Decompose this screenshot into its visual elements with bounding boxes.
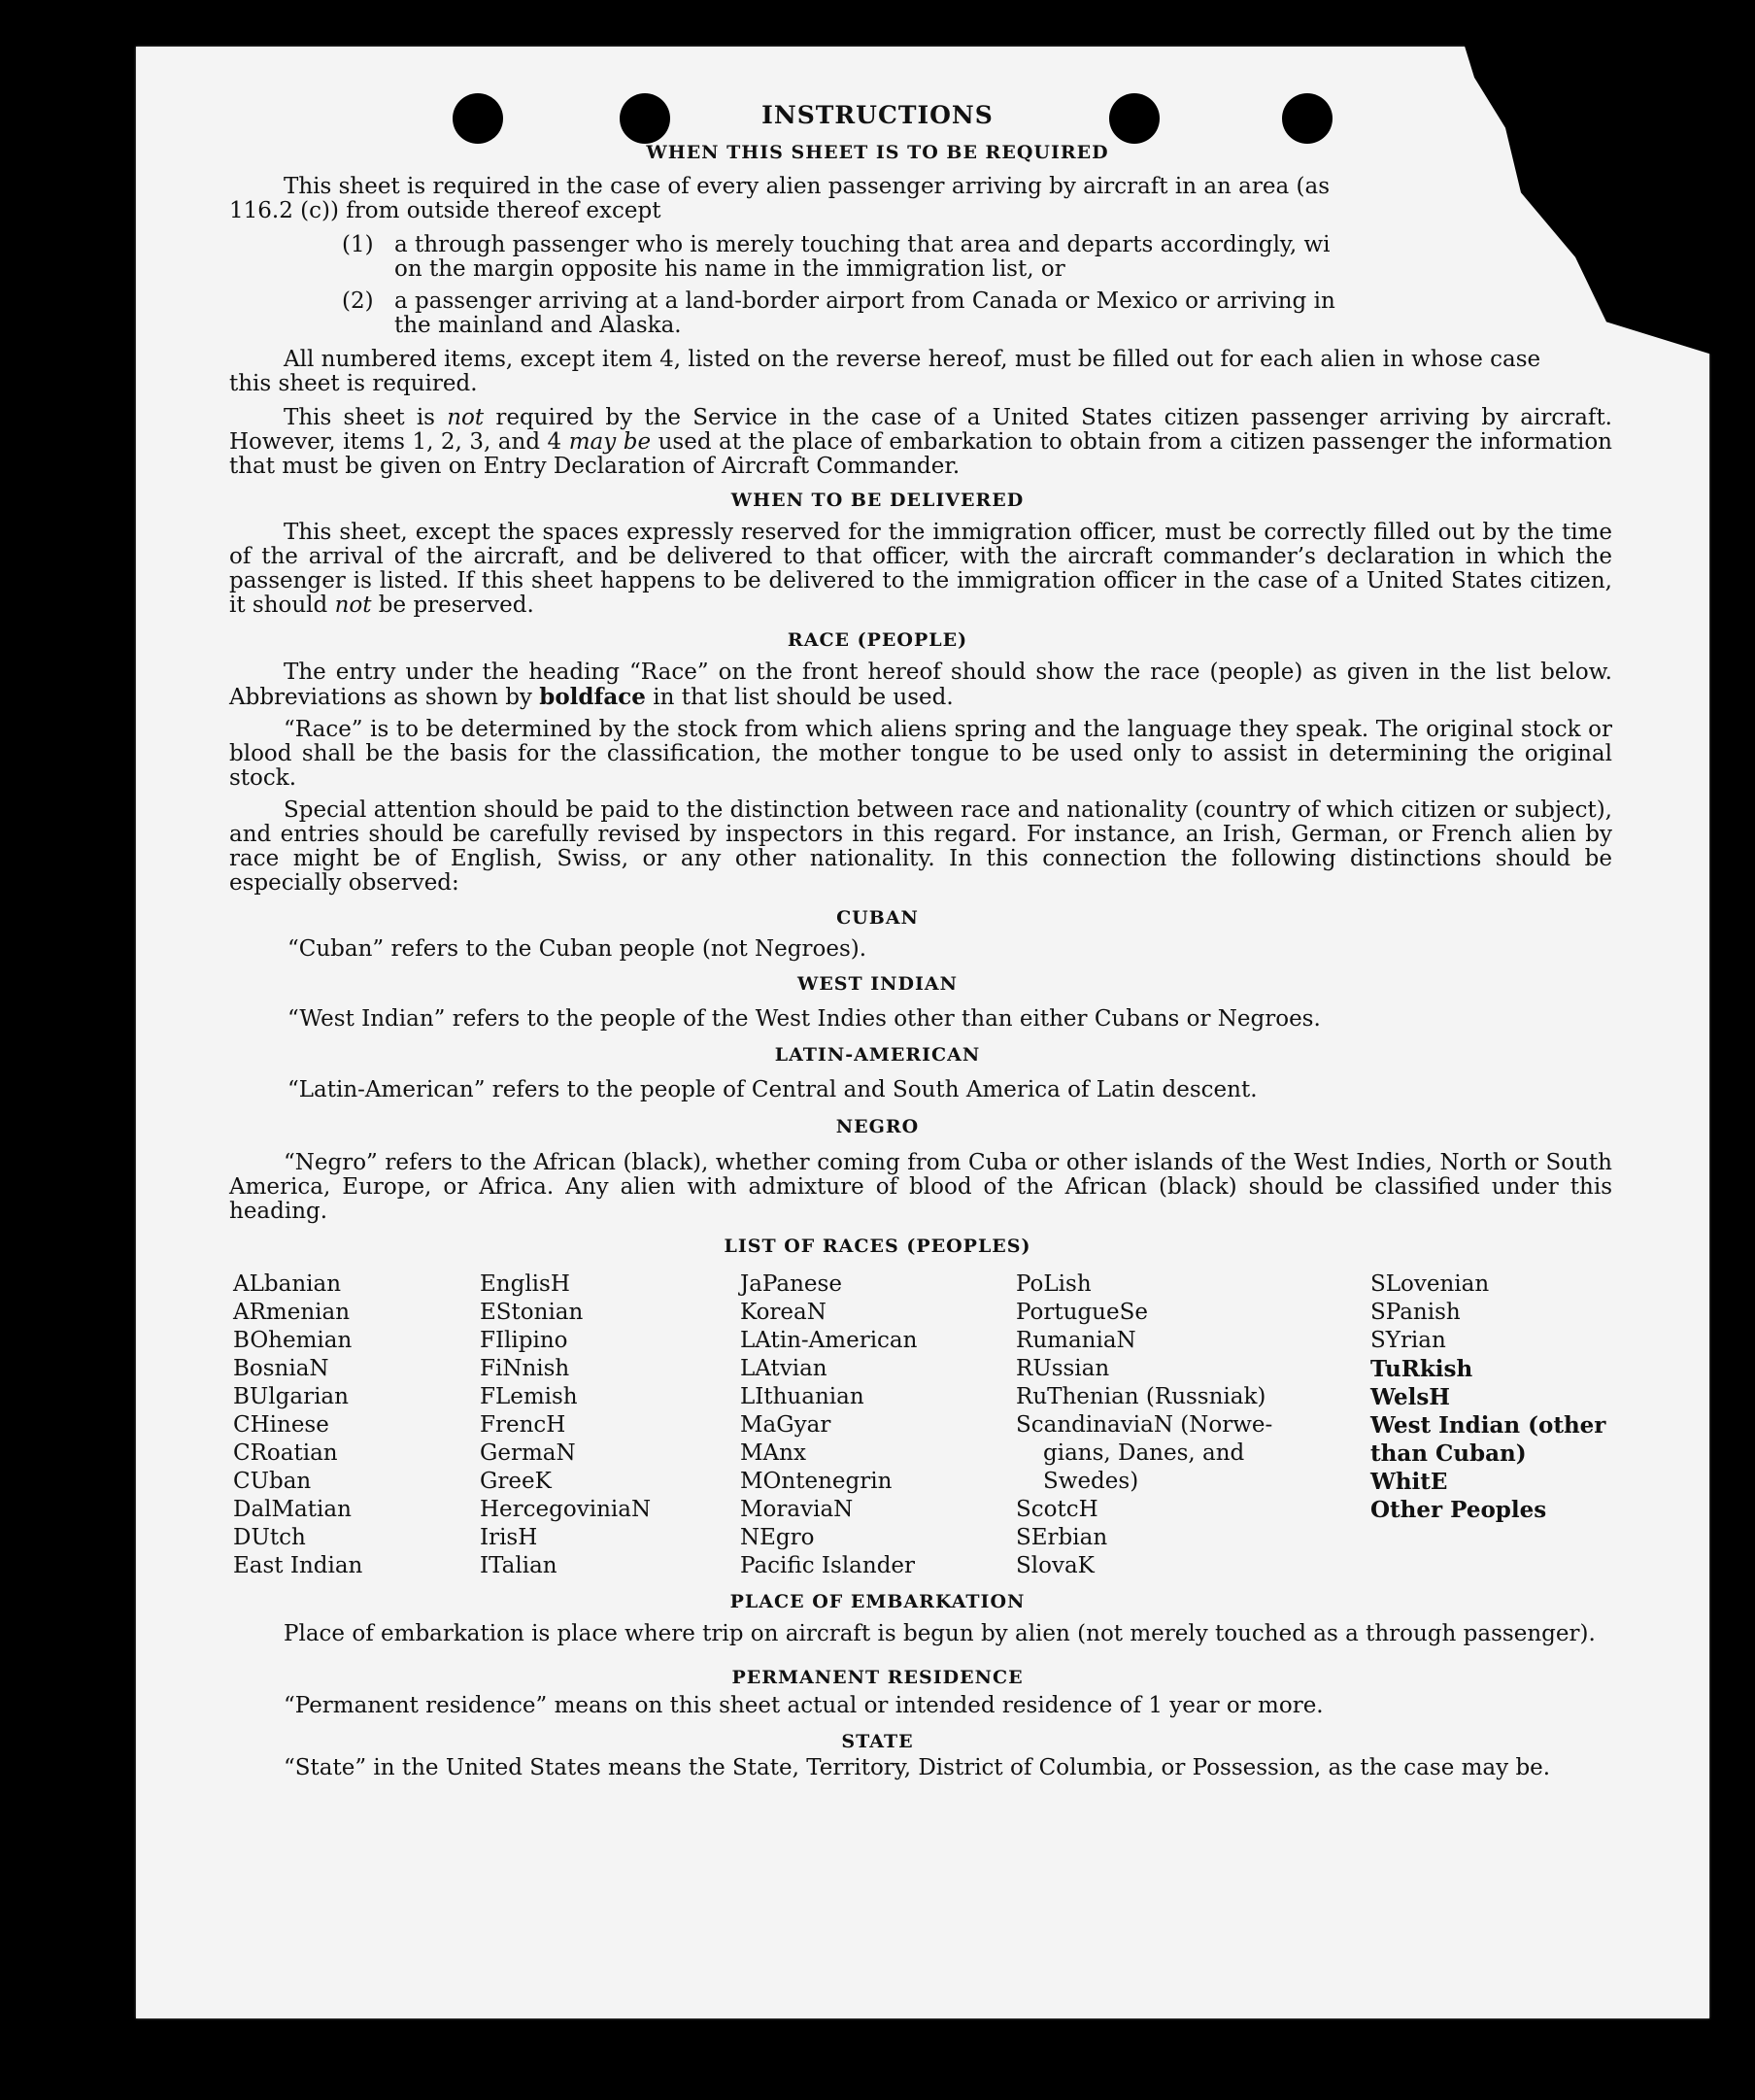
heading-west-indian: WEST INDIAN [796,973,959,995]
race-list-item: LAtin-American [740,1328,918,1353]
paragraph: All numbered items, except item 4, listed on the reverse hereof, must be filled out for each alien in whose case [284,347,1541,372]
heading-cuban: CUBAN [836,907,919,929]
races-column-2 [480,1270,651,1580]
paragraph: Place of embarkation is place where trip on aircraft is begun by alien (not merely touched as a through passenger). [284,1621,1596,1646]
race-list-item: CHinese [233,1412,329,1438]
item-text: a through passenger who is merely touching that area and departs accordingly, wi [394,232,1331,257]
race-list-item: CUban [233,1469,312,1494]
races-column-1 [233,1270,362,1580]
item-text: on the margin opposite his name in the immigration list, or [394,256,1065,282]
paragraph: this sheet is required. [229,371,478,396]
race-list-item: ScandinaviaN (Norwe- [1016,1412,1273,1438]
paragraph: “Negro” refers to the African (black), whether coming from Cuba or other islands of the West Indies, North or South America, Europe, or Africa. Any alien with admixture of blood of the African (black) should be classified under this heading. [229,1150,1612,1224]
race-list-item: PoLish [1016,1271,1092,1297]
races-column-5 [1370,1270,1605,1524]
race-list-item: BosniaN [233,1356,329,1381]
race-list-item: PortugueSe [1016,1300,1148,1325]
races-column-4 [1016,1270,1272,1580]
race-list-item: FiNnish [480,1356,570,1381]
item-text: the mainland and Alaska. [394,313,682,338]
race-list-item: SPanish [1370,1300,1461,1325]
race-list-item: Other Peoples [1370,1497,1547,1523]
race-list-item: TuRkish [1370,1356,1473,1382]
document-sheet [136,47,1709,2018]
race-list-item: EnglisH [480,1271,570,1297]
race-list-item: ARmenian [233,1300,351,1325]
race-list-item: than Cuban) [1370,1440,1527,1467]
race-list-item: Pacific Islander [740,1553,916,1578]
race-list-item: MoraviaN [740,1497,854,1522]
race-list-item: JaPanese [740,1271,842,1297]
paragraph: This sheet is not required by the Service in the case of a United States citizen passenger arriving by aircraft. However, items 1, 2, 3, and 4 may be used at the place of embarkation to obtain from a citizen passenger the information that must be given on Entry Declaration of Aircraft Commander. [229,405,1612,479]
race-list-item: SLovenian [1370,1271,1490,1297]
paragraph: “State” in the United States means the State, Territory, District of Columbia, or Possession, as the case may be. [284,1755,1551,1780]
paragraph: “Latin-American” refers to the people of Central and South America of Latin descent. [287,1077,1258,1102]
item-number: (2) [342,288,374,314]
race-list-item: ScotcH [1016,1497,1098,1522]
race-list-item: gians, Danes, and [1043,1440,1245,1466]
race-list-item: WhitE [1370,1469,1448,1495]
race-list-item: CRoatian [233,1440,338,1466]
race-list-item: LAtvian [740,1356,827,1381]
paragraph: This sheet is required in the case of every alien passenger arriving by aircraft in an area (as [284,174,1331,199]
race-list-item: MOntenegrin [740,1469,893,1494]
heading-embarkation: PLACE OF EMBARKATION [729,1591,1026,1612]
race-list-item: RUssian [1016,1356,1110,1381]
page-title: INSTRUCTIONS [761,101,994,129]
race-list-item: ALbanian [233,1271,342,1297]
race-list-item: FLemish [480,1384,578,1409]
heading-list-of-races: LIST OF RACES (PEOPLES) [724,1236,1031,1257]
race-list-item: EStonian [480,1300,584,1325]
paragraph: This sheet, except the spaces expressly reserved for the immigration officer, must be correctly filled out by the time of the arrival of the aircraft, and be delivered to that officer, with the aircraft commander’s declaration in which the passenger is listed. If this sheet happens to be delivered to the immigration officer in the case of a United States citizen, it should not be preserved. [229,520,1612,618]
race-list-item: SYrian [1370,1328,1446,1353]
race-list-item: SErbian [1016,1525,1108,1550]
paragraph: “Permanent residence” means on this sheet actual or intended residence of 1 year or more. [284,1693,1324,1718]
race-list-item: MaGyar [740,1412,831,1438]
race-list-item: GreeK [480,1469,552,1494]
race-list-item: Swedes) [1043,1469,1139,1494]
paragraph: “Race” is to be determined by the stock from which aliens spring and the language they speak. The original stock or blood shall be the basis for the classification, the mother tongue to be used only to assist in determining the original stock. [229,717,1612,791]
race-list-item: LIthuanian [740,1384,864,1409]
paragraph: “Cuban” refers to the Cuban people (not Negroes). [287,936,867,962]
race-list-item: KoreaN [740,1300,827,1325]
race-list-item: NEgro [740,1525,815,1550]
races-column-3 [740,1270,917,1580]
race-list-item: IrisH [480,1525,538,1550]
race-list-item: DUtch [233,1525,306,1550]
race-list-item: HercegoviniaN [480,1497,652,1522]
heading-race: RACE (PEOPLE) [787,629,968,651]
race-list-item: MAnx [740,1440,806,1466]
race-list-item: DalMatian [233,1497,352,1522]
paragraph: The entry under the heading “Race” on the front hereof should show the race (people) as given in the list below. Abbreviations as shown by boldface in that list should be used. [229,660,1612,710]
heading-state: STATE [841,1731,914,1752]
heading-latin-american: LATIN-AMERICAN [774,1044,981,1066]
race-list-item: RumaniaN [1016,1328,1136,1353]
race-list-item: FrencH [480,1412,566,1438]
paragraph: Special attention should be paid to the distinction between race and nationality (country of which citizen or subject), and entries should be carefully revised by inspectors in this regard. For instance, an Irish, German, or French alien by race might be of English, Swiss, or any other nationality. In this connection the following distinctions should be especially observed: [229,797,1612,896]
race-list-item: SlovaK [1016,1553,1095,1578]
race-list-item: FIlipino [480,1328,568,1353]
heading-required: WHEN THIS SHEET IS TO BE REQUIRED [646,142,1109,163]
heading-delivered: WHEN TO BE DELIVERED [730,490,1025,511]
race-list-item: ITalian [480,1553,557,1578]
race-list-item: BUlgarian [233,1384,349,1409]
item-text: a passenger arriving at a land-border airport from Canada or Mexico or arriving in [394,288,1335,314]
race-list-item: RuThenian (Russniak) [1016,1384,1266,1409]
heading-residence: PERMANENT RESIDENCE [731,1667,1024,1688]
race-list-item: GermaN [480,1440,576,1466]
paragraph: “West Indian” refers to the people of the West Indies other than either Cubans or Negroes. [287,1006,1321,1032]
item-number: (1) [342,232,374,257]
race-list-item: BOhemian [233,1328,353,1353]
race-list-item: West Indian (other [1370,1412,1606,1439]
race-list-item: East Indian [233,1553,363,1578]
race-list-item: WelsH [1370,1384,1451,1410]
paragraph: 116.2 (c)) from outside thereof except [229,198,661,223]
heading-negro: NEGRO [835,1116,920,1137]
